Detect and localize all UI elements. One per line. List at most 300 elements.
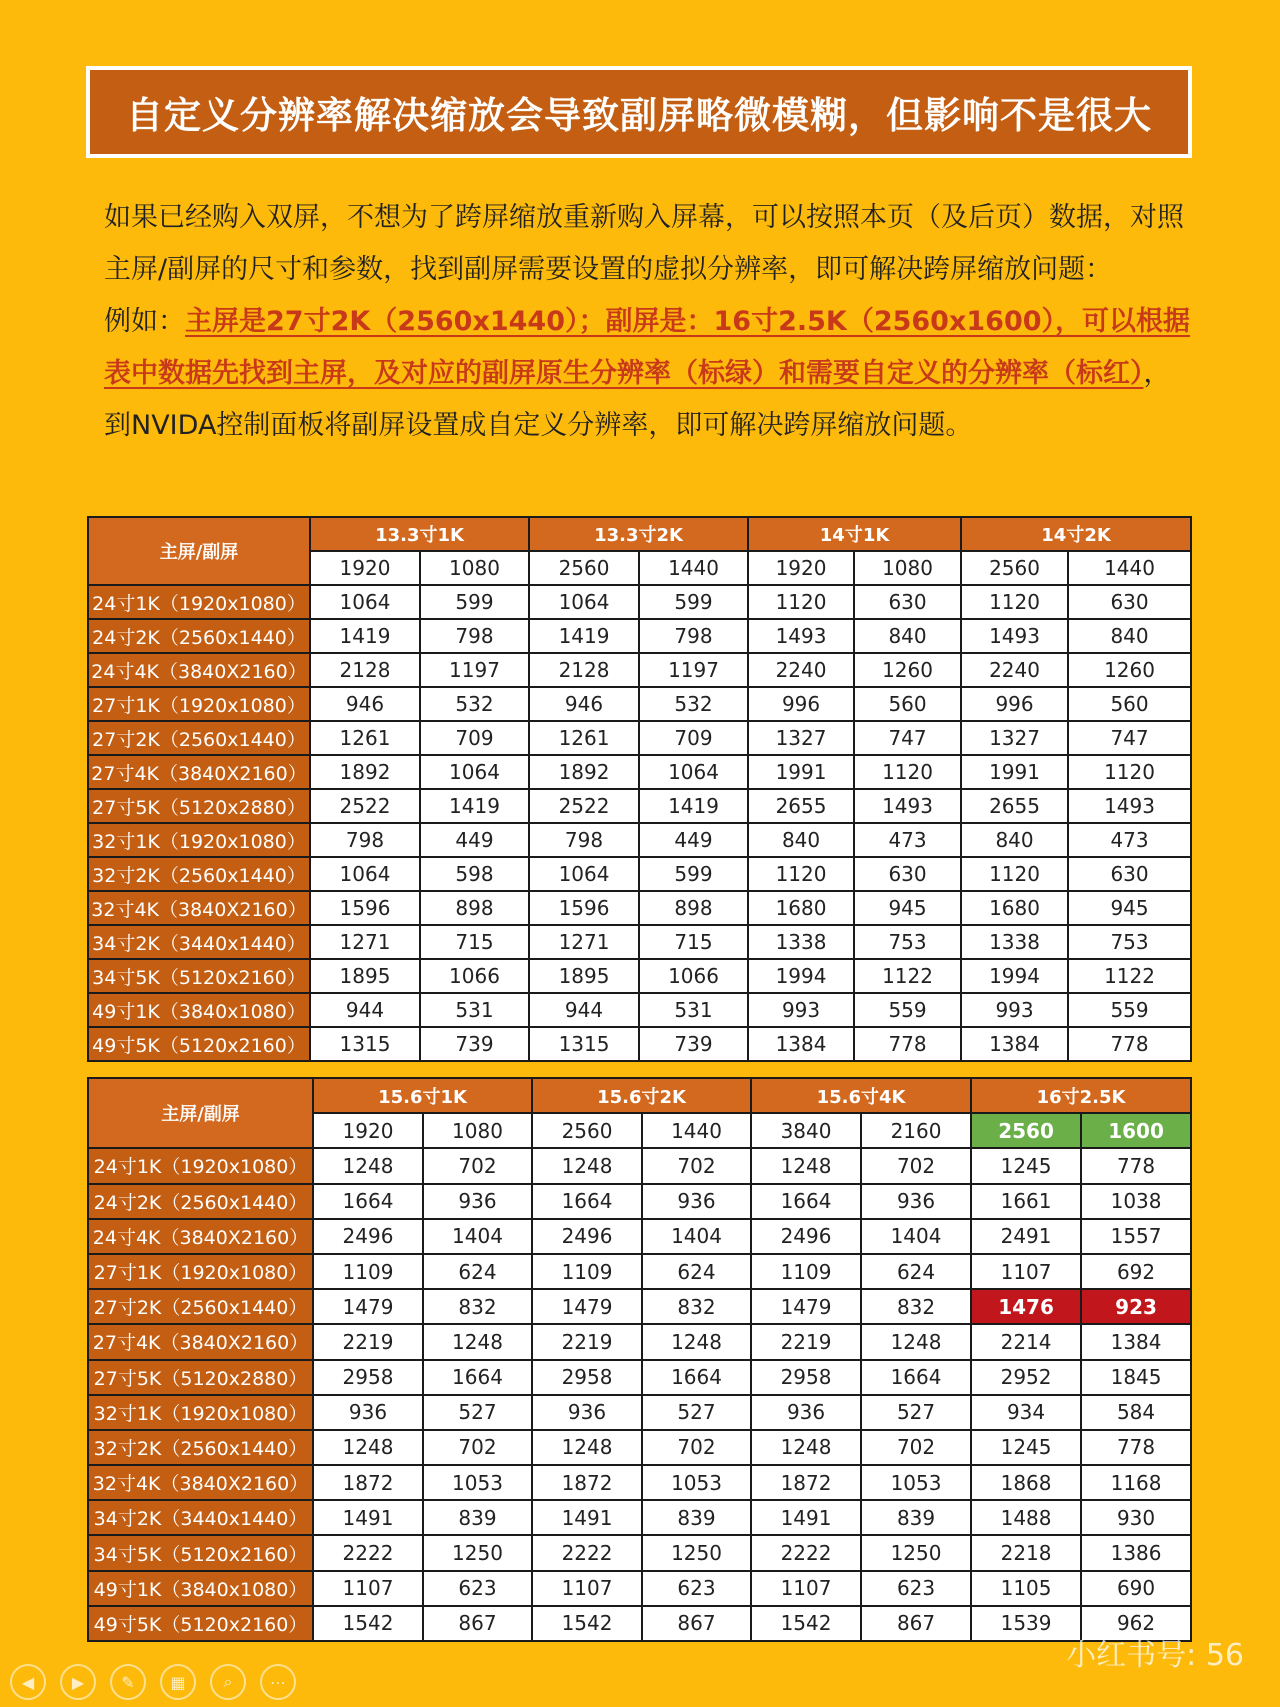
resolution-cell: 599: [420, 585, 529, 619]
resolution-cell: 1542: [313, 1606, 423, 1641]
table-row: [88, 687, 1191, 721]
resolution-cell: 1493: [1068, 789, 1191, 823]
resolution-cell: 1419: [310, 619, 420, 653]
resolution-cell: 962: [1081, 1606, 1191, 1641]
resolution-cell: 1038: [1081, 1184, 1191, 1219]
resolution-cell: 1680: [748, 891, 854, 925]
resolution-cell: 1168: [1081, 1465, 1191, 1500]
resolution-cell: 1271: [529, 925, 639, 959]
table-row: [88, 1395, 1191, 1430]
resolution-cell: 709: [639, 721, 748, 755]
resolution-cell: 2958: [751, 1360, 861, 1395]
resolution-cell: 1066: [420, 959, 529, 993]
prev-icon[interactable]: ◀: [10, 1664, 46, 1700]
resolution-cell: 1845: [1081, 1360, 1191, 1395]
resolution-cell: 936: [423, 1184, 532, 1219]
resolution-cell: 1107: [971, 1254, 1081, 1289]
resolution-cell: 599: [639, 585, 748, 619]
resolution-cell: 1872: [313, 1465, 423, 1500]
resolution-cell: 690: [1081, 1571, 1191, 1606]
resolution-cell: 1991: [748, 755, 854, 789]
resolution-cell: 946: [310, 687, 420, 721]
resolution-cell: 599: [639, 857, 748, 891]
resolution-cell: 630: [1068, 857, 1191, 891]
primary-screen-label: 34寸5K（5120x2160）: [88, 959, 310, 993]
table-row: [88, 789, 1191, 823]
table-row: [88, 1219, 1191, 1254]
resolution-cell: 839: [861, 1500, 971, 1535]
resolution-cell: 1109: [313, 1254, 423, 1289]
resolution-cell: 1542: [532, 1606, 642, 1641]
secondary-screen-header: 13.3寸2K: [529, 517, 748, 551]
resolution-cell: 798: [639, 619, 748, 653]
resolution-cell: 1248: [751, 1148, 861, 1183]
primary-screen-label: 32寸4K（3840X2160）: [88, 891, 310, 925]
table-row: [88, 891, 1191, 925]
resolution-cell: 1107: [751, 1571, 861, 1606]
resolution-cell: 1493: [961, 619, 1068, 653]
primary-screen-label: 49寸5K（5120x2160）: [88, 1606, 313, 1641]
resolution-cell: 1066: [639, 959, 748, 993]
resolution-cell: 2219: [313, 1324, 423, 1359]
resolution-cell: 559: [1068, 993, 1191, 1027]
resolution-cell: 1105: [971, 1571, 1081, 1606]
resolution-cell: 2952: [971, 1360, 1081, 1395]
resolution-cell: 1404: [861, 1219, 971, 1254]
primary-screen-label: 32寸2K（2560x1440）: [88, 1430, 313, 1465]
resolution-cell: 2218: [971, 1535, 1081, 1570]
page-title: 自定义分辨率解决缩放会导致副屏略微模糊，但影响不是很大: [126, 94, 1152, 137]
resolution-cell: 1664: [642, 1360, 751, 1395]
table-row: [88, 1148, 1191, 1183]
resolution-cell: 532: [420, 687, 529, 721]
header-row: [88, 517, 1191, 551]
header-row: [88, 1078, 1191, 1113]
resolution-cell: 1868: [971, 1465, 1081, 1500]
resolution-cell: 1419: [639, 789, 748, 823]
example-highlight: 主屏是27寸2K（2560x1440）；副屏是：16寸2.5K（2560x1600），可以根据表中数据先找到主屏，及对应的副屏原生分辨率（标绿）和需要自定义的分辨率（标红）: [104, 306, 1191, 389]
resolution-cell: 832: [642, 1289, 751, 1324]
resolution-cell: 1064: [420, 755, 529, 789]
title-banner: [86, 66, 1192, 158]
resolution-cell: 993: [748, 993, 854, 1027]
resolution-cell: 2222: [313, 1535, 423, 1570]
primary-screen-label: 49寸5K（5120x2160）: [88, 1027, 310, 1061]
resolution-cell: 1491: [751, 1500, 861, 1535]
resolution-cell: 1248: [532, 1148, 642, 1183]
resolution-cell: 623: [642, 1571, 751, 1606]
resolution-cell: 1053: [642, 1465, 751, 1500]
resolution-cell: 1248: [751, 1430, 861, 1465]
resolution-cell: 996: [748, 687, 854, 721]
resolution-cell: 1248: [313, 1430, 423, 1465]
intro-line: 如果已经购入双屏，不想为了跨屏缩放重新购入屏幕，可以按照本页（及后页）数据，对照主屏/副屏的尺寸和参数，找到副屏需要设置的虚拟分辨率，即可解决跨屏缩放问题：: [104, 202, 1184, 285]
resolution-cell: 936: [751, 1395, 861, 1430]
table-row: [88, 1027, 1191, 1061]
resolution-cell: 1384: [748, 1027, 854, 1061]
native-resolution-cell: 1080: [420, 551, 529, 585]
table-row: [88, 1324, 1191, 1359]
resolution-cell: 778: [1081, 1148, 1191, 1183]
resolution-cell: 1122: [854, 959, 961, 993]
native-resolution-cell: 2560: [961, 551, 1068, 585]
next-icon[interactable]: ▶: [60, 1664, 96, 1700]
native-resolution-cell: 1600: [1081, 1113, 1191, 1148]
resolution-cell: 1248: [423, 1324, 532, 1359]
primary-screen-label: 27寸2K（2560x1440）: [88, 1289, 313, 1324]
resolution-cell: 1872: [751, 1465, 861, 1500]
native-resolution-cell: 1920: [313, 1113, 423, 1148]
resolution-cell: 1120: [854, 755, 961, 789]
resolution-cell: 1994: [961, 959, 1068, 993]
example-suffix: ，到NVIDA控制面板将副屏设置成自定义分辨率，即可解决跨屏缩放问题。: [104, 358, 1171, 441]
resolution-cell: 1109: [751, 1254, 861, 1289]
resolution-cell: 2222: [532, 1535, 642, 1570]
table-row: [88, 925, 1191, 959]
resolution-cell: 1892: [310, 755, 420, 789]
resolution-cell: 840: [748, 823, 854, 857]
resolution-cell: 1491: [532, 1500, 642, 1535]
table-row: [88, 857, 1191, 891]
resolution-cell: 624: [423, 1254, 532, 1289]
resolution-cell: 630: [854, 857, 961, 891]
resolution-cell: 946: [529, 687, 639, 721]
corner-label: 主屏/副屏: [88, 1078, 313, 1148]
resolution-cell: 1120: [748, 585, 854, 619]
table-row: [88, 1254, 1191, 1289]
resolution-cell: 702: [423, 1148, 532, 1183]
resolution-cell: 584: [1081, 1395, 1191, 1430]
resolution-cell: 1260: [1068, 653, 1191, 687]
resolution-cell: 1596: [310, 891, 420, 925]
resolution-cell: 1120: [961, 585, 1068, 619]
resolution-cell: 1419: [420, 789, 529, 823]
resolution-cell: 532: [639, 687, 748, 721]
resolution-cell: 1664: [532, 1184, 642, 1219]
resolution-cell: 1248: [861, 1324, 971, 1359]
resolution-cell: 798: [310, 823, 420, 857]
resolution-cell: 1493: [854, 789, 961, 823]
resolution-cell: 624: [861, 1254, 971, 1289]
resolution-cell: 1338: [748, 925, 854, 959]
resolution-cell: 2655: [961, 789, 1068, 823]
resolution-cell: 598: [420, 857, 529, 891]
native-resolution-cell: 1920: [310, 551, 420, 585]
resolution-cell: 1493: [748, 619, 854, 653]
resolution-cell: 1994: [748, 959, 854, 993]
resolution-cell: 1064: [310, 585, 420, 619]
primary-screen-label: 27寸2K（2560x1440）: [88, 721, 310, 755]
resolution-cell: 1476: [971, 1289, 1081, 1324]
resolution-cell: 840: [961, 823, 1068, 857]
primary-screen-label: 27寸1K（1920x1080）: [88, 687, 310, 721]
primary-screen-label: 49寸1K（3840x1080）: [88, 993, 310, 1027]
resolution-cell: 840: [854, 619, 961, 653]
resolution-cell: 702: [861, 1430, 971, 1465]
table-row: [88, 993, 1191, 1027]
resolution-cell: 702: [423, 1430, 532, 1465]
resolution-cell: 630: [854, 585, 961, 619]
resolution-cell: 2219: [532, 1324, 642, 1359]
resolution-cell: 560: [1068, 687, 1191, 721]
resolution-cell: 1261: [529, 721, 639, 755]
resolution-cell: 934: [971, 1395, 1081, 1430]
resolution-cell: 832: [423, 1289, 532, 1324]
resolution-cell: 936: [532, 1395, 642, 1430]
table-row: [88, 1500, 1191, 1535]
resolution-cell: 1250: [861, 1535, 971, 1570]
resolution-cell: 1261: [310, 721, 420, 755]
resolution-cell: 944: [529, 993, 639, 1027]
primary-screen-label: 34寸5K（5120x2160）: [88, 1535, 313, 1570]
resolution-cell: 715: [639, 925, 748, 959]
resolution-cell: 867: [642, 1606, 751, 1641]
resolution-cell: 1248: [532, 1430, 642, 1465]
resolution-cell: 630: [1068, 585, 1191, 619]
resolution-cell: 753: [1068, 925, 1191, 959]
resolution-cell: 2240: [748, 653, 854, 687]
resolution-cell: 798: [420, 619, 529, 653]
resolution-cell: 623: [861, 1571, 971, 1606]
resolution-cell: 778: [854, 1027, 961, 1061]
resolution-cell: 1053: [861, 1465, 971, 1500]
resolution-cell: 1197: [420, 653, 529, 687]
resolution-cell: 840: [1068, 619, 1191, 653]
resolution-cell: 473: [1068, 823, 1191, 857]
resolution-cell: 2522: [529, 789, 639, 823]
resolution-cell: 1542: [751, 1606, 861, 1641]
resolution-cell: 2958: [532, 1360, 642, 1395]
table-row: [88, 755, 1191, 789]
resolution-table-2: [87, 1077, 1192, 1642]
resolution-cell: 1895: [310, 959, 420, 993]
resolution-cell: 1557: [1081, 1219, 1191, 1254]
table-row: [88, 1184, 1191, 1219]
table-row: [88, 823, 1191, 857]
resolution-cell: 702: [642, 1148, 751, 1183]
primary-screen-label: 27寸4K（3840X2160）: [88, 1324, 313, 1359]
resolution-cell: 623: [423, 1571, 532, 1606]
resolution-cell: 1680: [961, 891, 1068, 925]
table-row: [88, 1360, 1191, 1395]
native-resolution-cell: 1440: [1068, 551, 1191, 585]
resolution-cell: 993: [961, 993, 1068, 1027]
resolution-cell: 1260: [854, 653, 961, 687]
resolution-cell: 1064: [639, 755, 748, 789]
intro-text: [104, 192, 1194, 452]
resolution-cell: 1664: [751, 1184, 861, 1219]
primary-screen-label: 49寸1K（3840x1080）: [88, 1571, 313, 1606]
resolution-cell: 1664: [313, 1184, 423, 1219]
resolution-cell: 715: [420, 925, 529, 959]
resolution-table-1: [87, 516, 1192, 1062]
resolution-cell: 702: [642, 1430, 751, 1465]
grid-icon[interactable]: ▦: [160, 1664, 196, 1700]
table-row: [88, 959, 1191, 993]
table-row: [88, 721, 1191, 755]
resolution-cell: 2214: [971, 1324, 1081, 1359]
resolution-cell: 753: [854, 925, 961, 959]
example-prefix: 例如：: [104, 306, 185, 337]
resolution-cell: 1064: [529, 857, 639, 891]
resolution-cell: 832: [861, 1289, 971, 1324]
resolution-cell: 531: [420, 993, 529, 1027]
secondary-screen-header: 14寸2K: [961, 517, 1191, 551]
resolution-cell: 944: [310, 993, 420, 1027]
resolution-cell: 1327: [961, 721, 1068, 755]
table-row: [88, 585, 1191, 619]
resolution-cell: 2219: [751, 1324, 861, 1359]
resolution-cell: 839: [642, 1500, 751, 1535]
resolution-cell: 1064: [310, 857, 420, 891]
secondary-screen-header: 15.6寸4K: [751, 1078, 971, 1113]
resolution-cell: 1248: [313, 1148, 423, 1183]
primary-screen-label: 32寸1K（1920x1080）: [88, 823, 310, 857]
resolution-cell: 1315: [529, 1027, 639, 1061]
native-resolution-cell: 2160: [861, 1113, 971, 1148]
more-icon[interactable]: ⋯: [260, 1664, 296, 1700]
primary-screen-label: 32寸2K（2560x1440）: [88, 857, 310, 891]
resolution-cell: 1245: [971, 1430, 1081, 1465]
primary-screen-label: 27寸1K（1920x1080）: [88, 1254, 313, 1289]
resolution-cell: 1664: [423, 1360, 532, 1395]
table-row: [88, 653, 1191, 687]
table-row: [88, 1535, 1191, 1570]
resolution-cell: 739: [639, 1027, 748, 1061]
secondary-screen-header: 16寸2.5K: [971, 1078, 1191, 1113]
resolution-cell: 1250: [642, 1535, 751, 1570]
secondary-screen-header: 13.3寸1K: [310, 517, 529, 551]
resolution-cell: 1107: [532, 1571, 642, 1606]
resolution-cell: 449: [420, 823, 529, 857]
native-resolution-cell: 1440: [639, 551, 748, 585]
resolution-cell: 1122: [1068, 959, 1191, 993]
native-resolution-cell: 3840: [751, 1113, 861, 1148]
primary-screen-label: 24寸2K（2560x1440）: [88, 1184, 313, 1219]
resolution-cell: 709: [420, 721, 529, 755]
resolution-cell: 1250: [423, 1535, 532, 1570]
resolution-cell: 1892: [529, 755, 639, 789]
secondary-screen-header: 14寸1K: [748, 517, 961, 551]
resolution-cell: 1384: [961, 1027, 1068, 1061]
primary-screen-label: 34寸2K（3440x1440）: [88, 1500, 313, 1535]
resolution-cell: 739: [420, 1027, 529, 1061]
resolution-cell: 527: [423, 1395, 532, 1430]
resolution-cell: 1053: [423, 1465, 532, 1500]
zoom-icon[interactable]: ⌕: [210, 1664, 246, 1700]
primary-screen-label: 32寸4K（3840X2160）: [88, 1465, 313, 1500]
resolution-cell: 2958: [313, 1360, 423, 1395]
resolution-cell: 1197: [639, 653, 748, 687]
corner-label: 主屏/副屏: [88, 517, 310, 585]
resolution-cell: 1596: [529, 891, 639, 925]
resolution-cell: 2128: [529, 653, 639, 687]
resolution-cell: 1419: [529, 619, 639, 653]
resolution-cell: 945: [854, 891, 961, 925]
resolution-cell: 778: [1081, 1430, 1191, 1465]
primary-screen-label: 24寸4K（3840X2160）: [88, 653, 310, 687]
resolution-cell: 747: [1068, 721, 1191, 755]
resolution-cell: 778: [1068, 1027, 1191, 1061]
resolution-cell: 1488: [971, 1500, 1081, 1535]
resolution-cell: 1338: [961, 925, 1068, 959]
table-row: [88, 1571, 1191, 1606]
resolution-cell: 1479: [751, 1289, 861, 1324]
native-resolution-cell: 2560: [532, 1113, 642, 1148]
resolution-cell: 2496: [532, 1219, 642, 1254]
resolution-cell: 1384: [1081, 1324, 1191, 1359]
resolution-cell: 936: [642, 1184, 751, 1219]
primary-screen-label: 27寸5K（5120x2880）: [88, 1360, 313, 1395]
resolution-cell: 1245: [971, 1148, 1081, 1183]
primary-screen-label: 24寸4K（3840X2160）: [88, 1219, 313, 1254]
native-resolution-cell: 1440: [642, 1113, 751, 1148]
resolution-cell: 1661: [971, 1184, 1081, 1219]
primary-screen-label: 34寸2K（3440x1440）: [88, 925, 310, 959]
resolution-cell: 1327: [748, 721, 854, 755]
table-row: [88, 1289, 1191, 1324]
resolution-cell: 1271: [310, 925, 420, 959]
resolution-cell: 527: [642, 1395, 751, 1430]
pen-icon[interactable]: ✎: [110, 1664, 146, 1700]
table-row: [88, 1430, 1191, 1465]
resolution-cell: 1991: [961, 755, 1068, 789]
resolution-cell: 898: [420, 891, 529, 925]
resolution-cell: 2655: [748, 789, 854, 823]
resolution-cell: 1386: [1081, 1535, 1191, 1570]
resolution-cell: 1895: [529, 959, 639, 993]
resolution-cell: 936: [313, 1395, 423, 1430]
resolution-cell: 1664: [861, 1360, 971, 1395]
primary-screen-label: 24寸1K（1920x1080）: [88, 1148, 313, 1183]
resolution-cell: 930: [1081, 1500, 1191, 1535]
viewer-toolbar: [0, 1662, 340, 1702]
resolution-cell: 1248: [642, 1324, 751, 1359]
resolution-cell: 473: [854, 823, 961, 857]
resolution-cell: 839: [423, 1500, 532, 1535]
resolution-cell: 2522: [310, 789, 420, 823]
resolution-cell: 1404: [423, 1219, 532, 1254]
resolution-cell: 1120: [748, 857, 854, 891]
resolution-cell: 527: [861, 1395, 971, 1430]
resolution-cell: 898: [639, 891, 748, 925]
resolution-cell: 867: [861, 1606, 971, 1641]
resolution-cell: 996: [961, 687, 1068, 721]
resolution-cell: 2496: [313, 1219, 423, 1254]
resolution-cell: 936: [861, 1184, 971, 1219]
resolution-cell: 923: [1081, 1289, 1191, 1324]
resolution-cell: 1109: [532, 1254, 642, 1289]
resolution-cell: 1539: [971, 1606, 1081, 1641]
resolution-cell: 1120: [961, 857, 1068, 891]
primary-screen-label: 32寸1K（1920x1080）: [88, 1395, 313, 1430]
resolution-cell: 449: [639, 823, 748, 857]
resolution-cell: 1120: [1068, 755, 1191, 789]
native-resolution-cell: 2560: [529, 551, 639, 585]
resolution-cell: 945: [1068, 891, 1191, 925]
resolution-cell: 1315: [310, 1027, 420, 1061]
resolution-cell: 2240: [961, 653, 1068, 687]
resolution-cell: 867: [423, 1606, 532, 1641]
resolution-cell: 798: [529, 823, 639, 857]
native-resolution-cell: 1920: [748, 551, 854, 585]
resolution-cell: 1491: [313, 1500, 423, 1535]
resolution-cell: 2496: [751, 1219, 861, 1254]
table-row: [88, 619, 1191, 653]
resolution-cell: 2128: [310, 653, 420, 687]
resolution-cell: 531: [639, 993, 748, 1027]
resolution-cell: 1479: [313, 1289, 423, 1324]
